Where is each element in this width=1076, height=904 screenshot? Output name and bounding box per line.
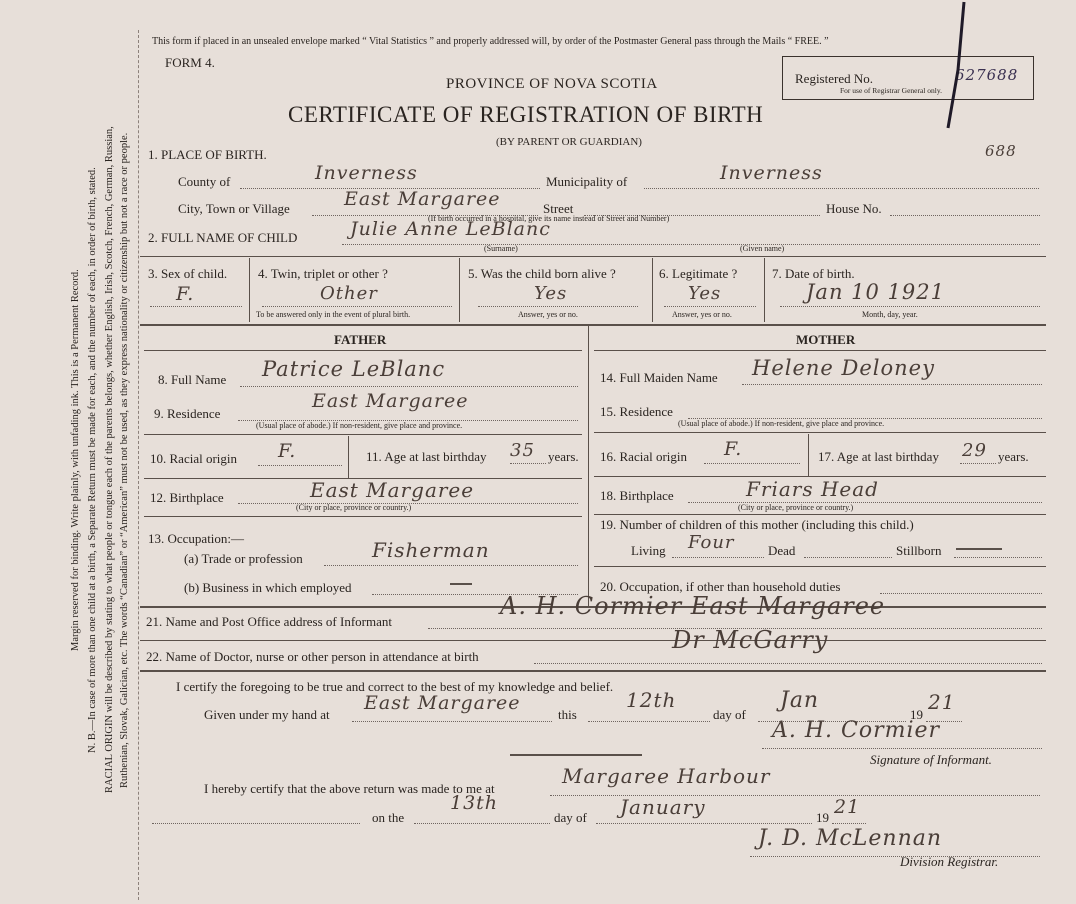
margin-note-racial-origin: RACIAL ORIGIN will be described by stating to what people or tongue each of the parents belongs, whether English, Irish, Scotch, French, German, Russian, — [104, 126, 115, 794]
date-of-birth-value: Jan 10 1921 — [806, 280, 945, 304]
mother-birthplace-value: Friars Head — [746, 477, 879, 501]
father-age-line — [510, 463, 546, 464]
trade-value: Fisherman — [372, 538, 490, 562]
legitimate-label: 6. Legitimate ? — [659, 266, 738, 281]
row-bottom-rule — [140, 324, 1046, 326]
father-occupation-label: 13. Occupation:— — [148, 531, 245, 546]
children-count-label: 19. Number of children of this mother (including this child.) — [600, 517, 914, 532]
informant-signature-label: Signature of Informant. — [870, 752, 992, 767]
mother-race-value: F. — [724, 438, 743, 460]
county-value: Inverness — [315, 162, 418, 184]
registrar-year-prefix: 19 — [816, 810, 829, 825]
place-of-birth-heading: 1. PLACE OF BIRTH. — [148, 147, 267, 162]
mother-occupation-label: 20. Occupation, if other than household duties — [600, 579, 841, 594]
registered-number-label: Registered No. — [795, 71, 873, 86]
doctor-rule — [140, 670, 1046, 672]
mother-birthplace-note: (City or place, province or country.) — [738, 503, 854, 512]
stillborn-label: Stillborn — [896, 543, 942, 558]
twin-note: To be answered only in the event of plural birth. — [256, 310, 411, 319]
municipality-line — [644, 188, 1039, 189]
certify-statement: I certify the foregoing to be true and correct to the best of my knowledge and belief. — [176, 679, 614, 694]
dead-line — [804, 557, 892, 558]
registrar-lead-line — [152, 823, 360, 824]
business-dash — [450, 583, 472, 585]
registrar-year-line — [832, 823, 866, 824]
registrar-day-of-label: day of — [554, 810, 587, 825]
informant-signature: A. H. Cormier — [772, 718, 941, 743]
business-label: (b) Business in which employed — [184, 580, 352, 595]
twin-line — [262, 306, 452, 307]
child-name-line — [342, 244, 1040, 245]
col-divider-4 — [764, 258, 765, 322]
row-top-rule — [140, 256, 1046, 257]
born-alive-note: Answer, yes or no. — [518, 310, 578, 319]
this-label: this — [558, 707, 577, 722]
father-name-value: Patrice LeBlanc — [262, 357, 446, 381]
informant-rule — [140, 640, 1046, 641]
child-name-value: Julie Anne LeBlanc — [350, 218, 551, 240]
father-birthplace-label: 12. Birthplace — [150, 490, 224, 505]
given-place-line — [352, 721, 552, 722]
mother-rule-4 — [594, 514, 1046, 515]
house-number-label: House No. — [826, 201, 882, 216]
father-years-label: years. — [548, 449, 579, 464]
father-residence-label: 9. Residence — [154, 406, 221, 421]
mother-age-line — [960, 463, 996, 464]
registrar-signature-label: Division Registrar. — [900, 854, 999, 869]
registrar-statement: I hereby certify that the above return was made to me at — [204, 781, 495, 796]
given-name-note: (Given name) — [740, 244, 785, 253]
born-alive-value: Yes — [534, 283, 568, 304]
col-divider-3 — [652, 258, 653, 322]
province-heading: PROVINCE OF NOVA SCOTIA — [446, 76, 658, 92]
father-name-line — [240, 386, 578, 387]
mother-years-label: years. — [998, 449, 1029, 464]
margin-note-binding: Margin reserved for binding. Write plainly, with unfading ink. This is a Permanent Record. — [70, 269, 81, 651]
father-residence-value: East Margaree — [312, 390, 469, 412]
certificate-title: CERTIFICATE OF REGISTRATION OF BIRTH — [288, 102, 764, 127]
mother-name-label: 14. Full Maiden Name — [600, 370, 718, 385]
street-label: Street — [543, 201, 574, 216]
living-label: Living — [631, 543, 666, 558]
mother-rule-5 — [594, 566, 1046, 567]
stillborn-dash — [956, 548, 1002, 550]
given-place-value: East Margaree — [364, 692, 521, 714]
corner-number: 688 — [985, 142, 1017, 160]
house-number-line — [890, 215, 1040, 216]
doctor-line — [534, 663, 1042, 664]
living-value: Four — [688, 532, 735, 553]
city-label: City, Town or Village — [178, 201, 290, 216]
father-name-label: 8. Full Name — [158, 372, 227, 387]
informant-label: 21. Name and Post Office address of Informant — [146, 614, 392, 629]
mother-occupation-line — [880, 593, 1042, 594]
father-age-value: 35 — [510, 440, 535, 461]
child-name-label: 2. FULL NAME OF CHILD — [148, 230, 298, 245]
given-under-hand-label: Given under my hand at — [204, 707, 330, 722]
registrar-day-line — [414, 823, 550, 824]
legitimate-note: Answer, yes or no. — [672, 310, 732, 319]
mother-birthplace-label: 18. Birthplace — [600, 488, 674, 503]
father-birthplace-note: (City or place, province or country.) — [296, 503, 412, 512]
mother-residence-label: 15. Residence — [600, 404, 673, 419]
father-rule-2 — [144, 434, 582, 435]
born-alive-label: 5. Was the child born alive ? — [468, 266, 616, 281]
city-value: East Margaree — [344, 188, 501, 210]
mother-heading: MOTHER — [796, 332, 856, 347]
date-of-birth-label: 7. Date of birth. — [772, 266, 855, 281]
mother-rule-2 — [594, 432, 1046, 433]
father-age-label: 11. Age at last birthday — [366, 449, 487, 464]
legitimate-line — [664, 306, 756, 307]
registrar-signature: J. D. McLennan — [758, 826, 943, 851]
registrar-year-value: 21 — [834, 796, 861, 818]
mother-residence-note: (Usual place of abode.) If non-resident, give place and province. — [678, 419, 885, 428]
binding-margin-line — [138, 30, 139, 900]
father-age-divider — [348, 436, 349, 478]
parents-divider — [588, 326, 589, 606]
sex-line — [150, 306, 242, 307]
mother-age-label: 17. Age at last birthday — [818, 449, 939, 464]
mother-age-value: 29 — [962, 440, 987, 461]
living-line — [672, 557, 764, 558]
father-heading: FATHER — [334, 332, 387, 347]
father-race-line — [258, 465, 342, 466]
registrar-month-value: January — [620, 795, 706, 819]
county-label: County of — [178, 174, 231, 189]
twin-value: Other — [320, 283, 378, 304]
form-number: FORM 4. — [165, 55, 215, 70]
registrar-day-value: 13th — [450, 792, 499, 814]
father-residence-note: (Usual place of abode.) If non-resident, give place and province. — [256, 421, 463, 430]
registrar-use-note: For use of Registrar General only. — [840, 86, 942, 95]
informant-value: A. H. Cormier East Margaree — [500, 592, 886, 620]
separator-rule — [510, 754, 642, 756]
trade-line — [324, 565, 578, 566]
sex-label: 3. Sex of child. — [148, 266, 228, 281]
day-of-label: day of — [713, 707, 746, 722]
municipality-label: Municipality of — [546, 174, 628, 189]
legitimate-value: Yes — [688, 283, 722, 304]
certificate-subtitle: (BY PARENT OR GUARDIAN) — [496, 136, 642, 148]
father-birthplace-value: East Margaree — [310, 478, 475, 502]
mother-name-line — [742, 384, 1042, 385]
father-race-value: F. — [278, 440, 297, 462]
registrar-month-line — [596, 823, 812, 824]
col-divider-1 — [249, 258, 250, 322]
date-of-birth-line — [780, 306, 1040, 307]
mother-heading-rule — [594, 350, 1046, 351]
trade-label: (a) Trade or profession — [184, 551, 303, 566]
mother-race-label: 16. Racial origin — [600, 449, 688, 464]
doctor-label: 22. Name of Doctor, nurse or other person in attendance at birth — [146, 649, 479, 664]
margin-note-nationality: Ruthenian, Slovak, Galician, etc. The words “Canadian” or “American” must not be used, as they express nationality or citizenship but not a race or people. — [119, 132, 130, 788]
father-race-label: 10. Racial origin — [150, 451, 238, 466]
municipality-value: Inverness — [720, 162, 823, 184]
date-of-birth-note: Month, day, year. — [862, 310, 918, 319]
mother-race-line — [704, 463, 800, 464]
on-the-label: on the — [372, 810, 405, 825]
informant-signature-line — [762, 748, 1042, 749]
month-value: Jan — [780, 688, 820, 713]
margin-note-multiple-births: N. B.—In case of more than one child at a birth, a Separate Return must be made for each, and the number of each, in order of birth, stated. — [87, 167, 98, 753]
doctor-value: Dr McGarry — [672, 626, 829, 654]
father-rule-4 — [144, 516, 582, 517]
surname-note: (Surname) — [484, 244, 518, 253]
stillborn-line — [954, 557, 1042, 558]
year-value: 21 — [928, 690, 956, 714]
ink-stroke-mark — [930, 0, 970, 140]
day-value: 12th — [626, 688, 677, 712]
father-heading-rule — [144, 350, 582, 351]
dead-label: Dead — [768, 543, 796, 558]
sex-value: F. — [176, 283, 195, 305]
col-divider-2 — [459, 258, 460, 322]
born-alive-line — [478, 306, 638, 307]
year-prefix: 19 — [910, 707, 923, 722]
registered-number-value: 627688 — [955, 66, 1019, 84]
hospital-note: (If birth occurred in a hospital, give its name instead of Street and Number) — [428, 214, 670, 223]
mother-name-value: Helene Deloney — [752, 356, 935, 380]
day-line — [588, 721, 710, 722]
twin-label: 4. Twin, triplet or other ? — [258, 266, 388, 281]
registrar-place-value: Margaree Harbour — [562, 764, 771, 788]
mother-age-divider — [808, 434, 809, 476]
postal-note: This form if placed in an unsealed envelope marked “ Vital Statistics ” and properly addressed will, by order of the Postmaster General pass through the Mails “ FREE. ” — [152, 36, 829, 47]
